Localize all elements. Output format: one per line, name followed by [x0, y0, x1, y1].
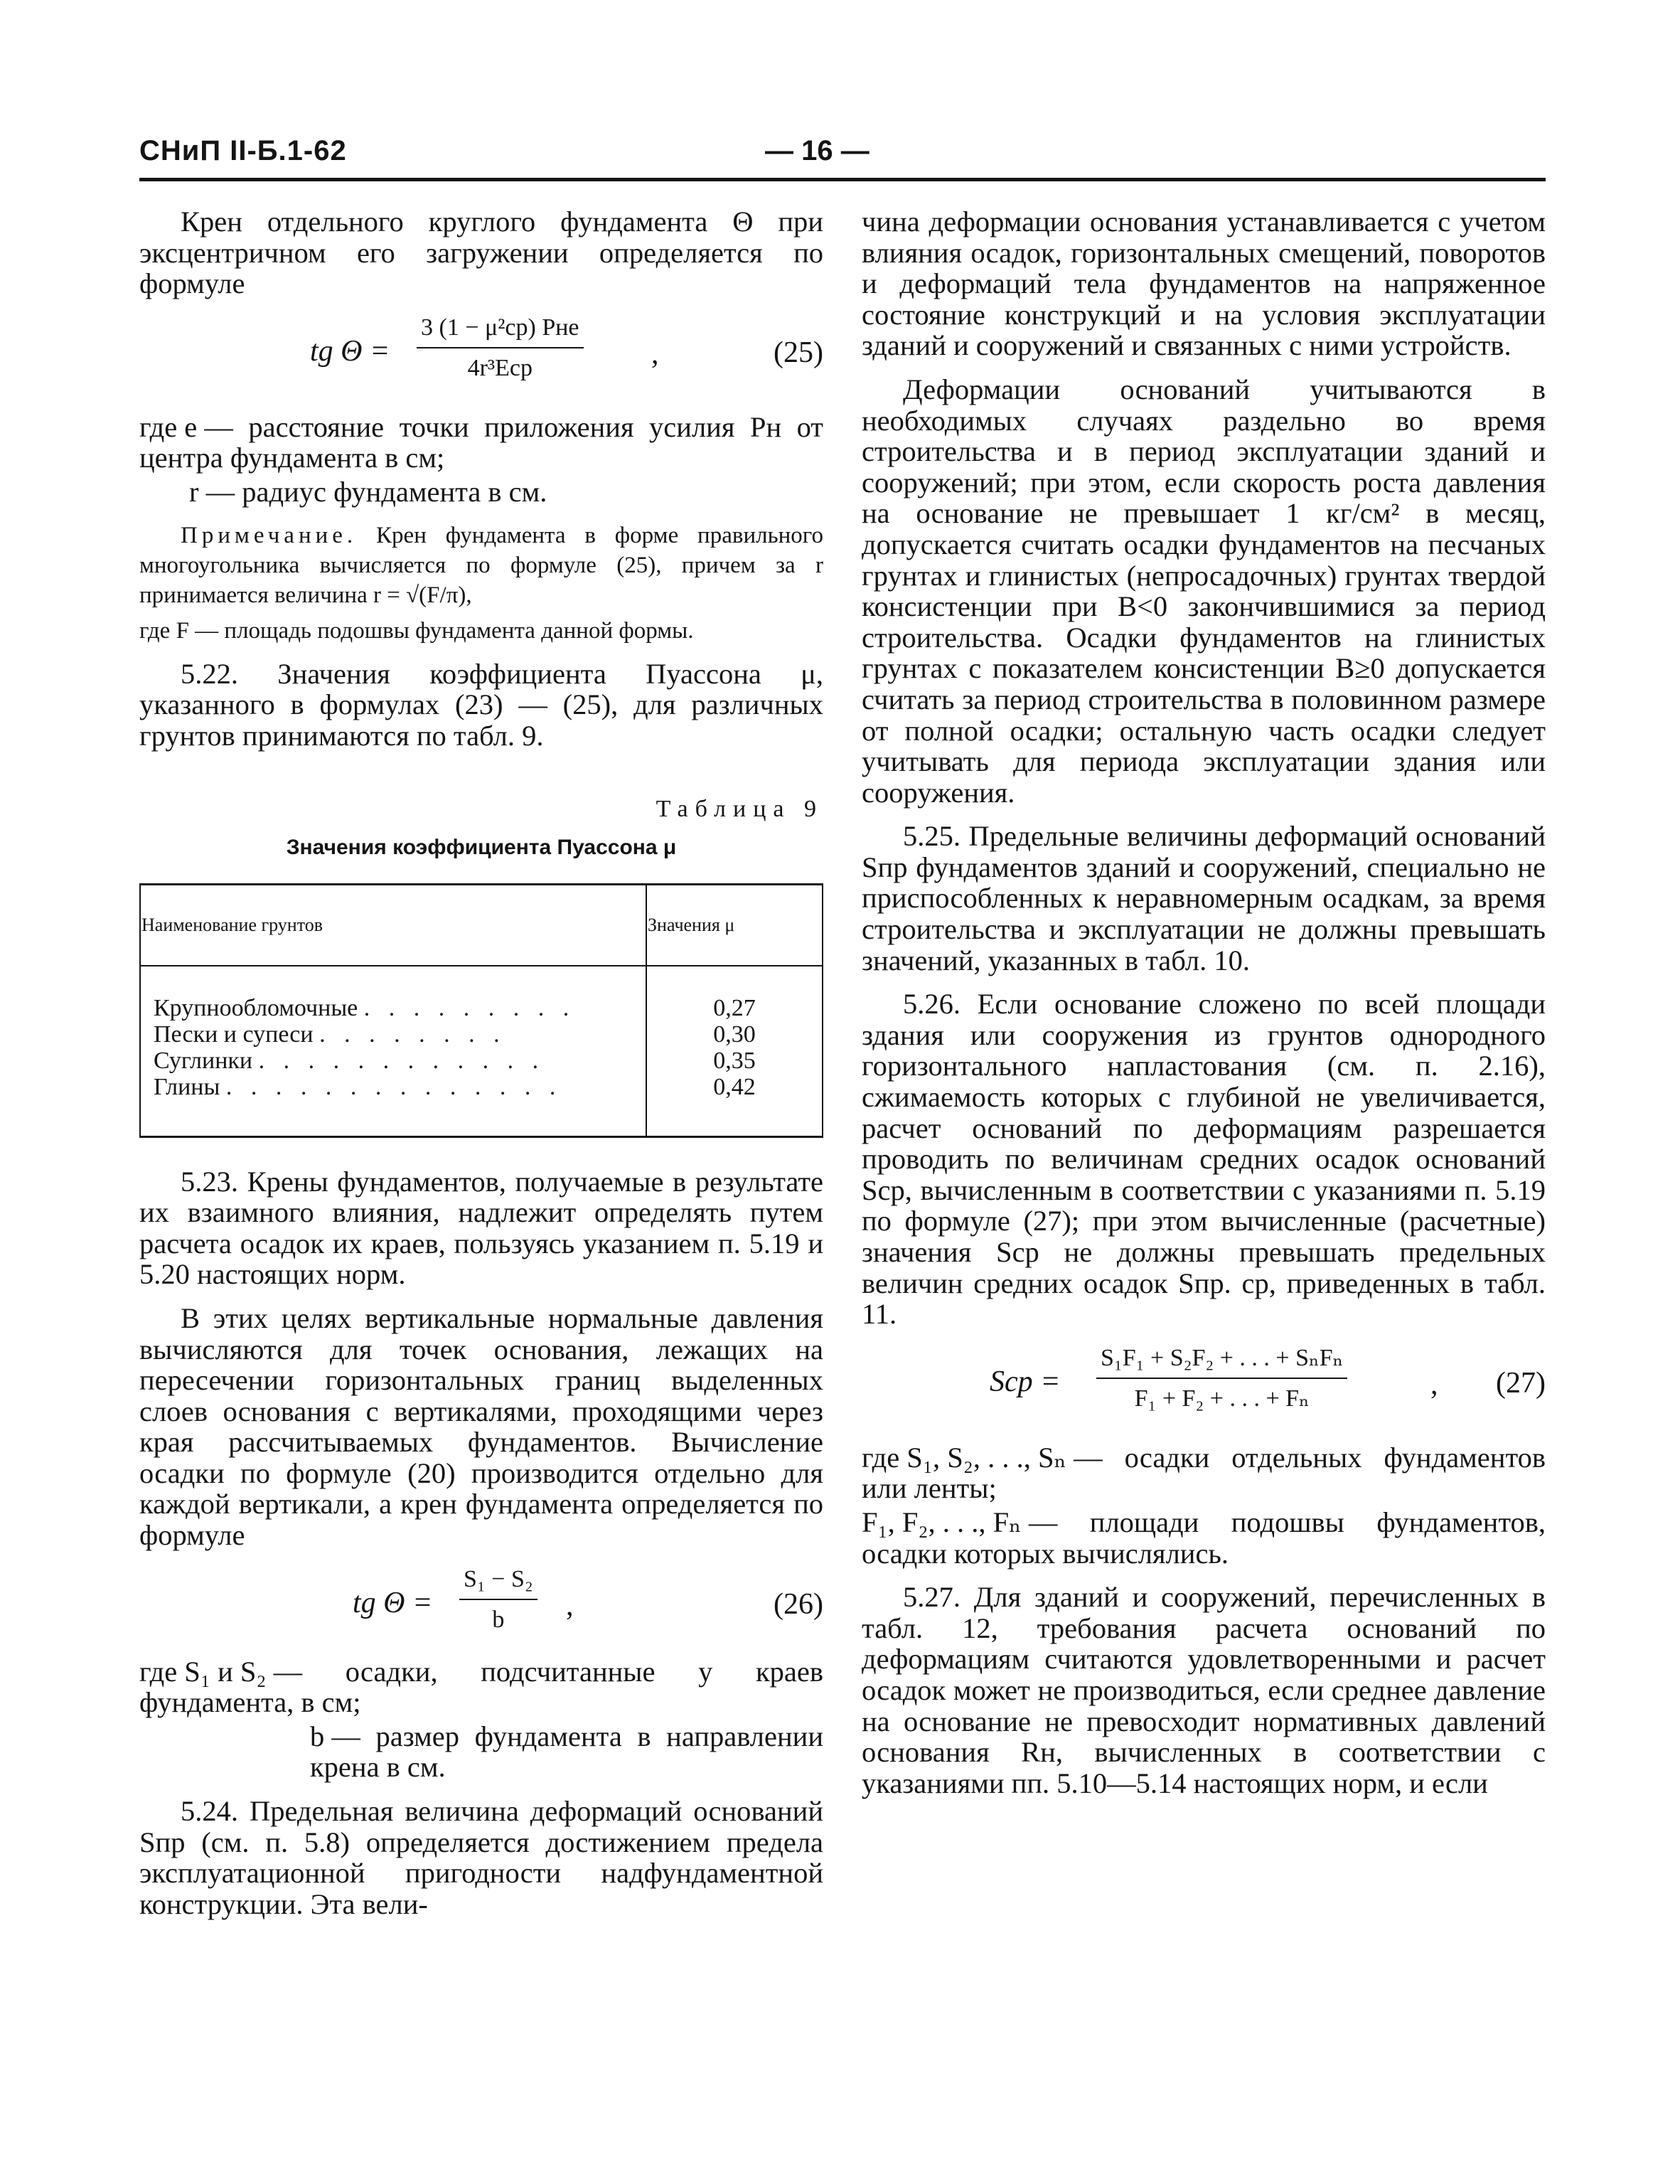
- leader-dots: . . . . . . . . . . . . . .: [225, 1073, 562, 1100]
- paragraph-5-24: 5.24. Предельная величина деформаций оснований Sпр (см. п. 5.8) определяется достижением предела эксплуатационной пригодности надфундаментной конструкции. Эта вели-: [139, 1795, 823, 1920]
- soil-name: Суглинки: [154, 1047, 253, 1074]
- formula-fraction: [417, 312, 584, 384]
- poisson-value: 0,35: [646, 1048, 823, 1074]
- paragraph-5-27: 5.27. Для зданий и сооружений, перечисленных в табл. 12, требования расчета оснований по деформациям считаются удовлетворенными и расчет осадок может не производиться, если среднее давление на основание не превосходит нормативных давлений основания Rн, вычисленных в соответствии с указаниями пп. 5.10—5.14 настоящих норм, и если: [862, 1581, 1546, 1799]
- table-caption: Таблица 9: [656, 796, 823, 823]
- formula-denominator: 4r³Eср: [467, 355, 533, 382]
- poisson-value: 0,42: [646, 1074, 823, 1137]
- definition-s1-s2: [139, 1656, 823, 1718]
- definition-text: расстояние точки приложения усилия Pн от центра фундамента в см;: [139, 410, 824, 474]
- definition-s-series: [862, 1442, 1546, 1504]
- note: [139, 521, 823, 610]
- definition-symbol: F₁, F₂, . . ., Fₙ —: [862, 1506, 1058, 1538]
- note-continued: где F — площадь подошвы фундамента данной формы.: [139, 617, 694, 644]
- paragraph-5-22: 5.22. Значения коэффициента Пуассона μ, указанного в формулах (23) — (25), для различных грунтов принимаются по табл. 9.: [139, 657, 823, 752]
- right-column: [862, 206, 1546, 1811]
- note-label: Примечание.: [181, 522, 358, 548]
- soil-name: Пески и супеси: [154, 1021, 314, 1048]
- paragraph-deformations: Деформации оснований учитываются в необходимых случаях раздельно во время строительства и в период эксплуатации зданий и сооружений; при этом, если скорость роста давления на основание не превышает 1 кг/см² в месяц, допускается считать осадки фундаментов на песчаных грунтах и глинистых (непросадочных) грунтах твердой консистенции при B<0 закончившимися за период строительства. Осадки фундаментов на глинистых грунтах с показателем консистенции B≥0 допускается считать за период строительства в половинном размере от полной осадки; остальную часть осадки следует учитывать для периода эксплуатации здания или сооружения.: [862, 373, 1546, 809]
- definition-symbol: где S₁ и S₂ —: [139, 1655, 303, 1688]
- table-header-value: Значения μ: [646, 884, 823, 966]
- poisson-table: [139, 883, 823, 1138]
- paragraph-5-23-continued: В этих целях вертикальные нормальные давления вычисляются для точек основания, лежащих на пересечении горизонтальных границ выделенных слоев основания с вертикалями, проходящими через края рассчитываемых фундаментов. Вычисление осадки по формуле (20) производится отдельно для каждой вертикали, а крен фундамента определяется по формуле: [139, 1301, 823, 1552]
- leader-dots: . . . . . . . . . . . .: [258, 1047, 545, 1074]
- formula-comma: ,: [566, 1589, 574, 1622]
- formula-fraction: [459, 1564, 537, 1636]
- definition-r: [139, 476, 823, 508]
- leader-dots: . . . . . . . .: [319, 1021, 506, 1048]
- note-text: Крен фундамента в форме правильного многоугольника вычисляется по формуле (25), причем за r принимается величина r = √(F/π),: [139, 522, 824, 608]
- table-row: [140, 1048, 823, 1074]
- formula-26: [139, 1564, 823, 1642]
- formula-numerator: 3 (1 − μ²ср) Pнe: [417, 312, 584, 349]
- table-title: Значения коэффициента Пуассона μ: [286, 835, 677, 859]
- definition-f-series: [862, 1507, 1546, 1569]
- page-number: — 16 —: [765, 135, 870, 166]
- formula-numerator: S₁F₁ + S₂F₂ + . . . + SₙFₙ: [1096, 1343, 1347, 1380]
- formula-lhs: tg Θ =: [310, 334, 390, 368]
- definition-text: осадки, подсчитанные у краев фундамента, в см;: [139, 1655, 824, 1719]
- definition-b: [139, 1721, 823, 1783]
- formula-number: (25): [774, 336, 823, 369]
- formula-lhs: Sср =: [990, 1365, 1061, 1398]
- paragraph-5-26: 5.26. Если основание сложено по всей площади здания или сооружения из грунтов однородного горизонтального напластования (см. п. 2.16), сжимаемость которых с глубиной не увеличивается, расчет оснований по деформациям разрешается проводить по величинам средних осадок оснований Sср, вычисленным в соответствии с указаниями п. 5.19 по формуле (27); при этом вычисленные (расчетные) значения Sср не должны превышать предельных величин средних осадок Sпр. ср, приведенных в табл. 11.: [862, 988, 1546, 1331]
- definition-text: осадки отдельных фундаментов или ленты;: [862, 1441, 1546, 1505]
- formula-fraction: [1096, 1343, 1347, 1415]
- paragraph-tilt-round: Крен отдельного круглого фундамента Θ при эксцентричном его загружении определяется по формуле: [139, 206, 823, 300]
- formula-lhs: tg Θ =: [353, 1586, 433, 1619]
- document-code: СНиП II-Б.1-62: [139, 135, 347, 166]
- definition-symbol: где S₁, S₂, . . ., Sₙ —: [862, 1441, 1103, 1474]
- formula-comma: ,: [1430, 1368, 1438, 1401]
- paragraph-5-23: 5.23. Крены фундаментов, получаемые в результате их взаимного влияния, надлежит определять путем расчета осадок их краев, пользуясь указанием п. 5.19 и 5.20 настоящих норм.: [139, 1165, 823, 1291]
- poisson-value: 0,27: [646, 966, 823, 1021]
- table-row: [140, 966, 823, 1021]
- definition-symbol: где e —: [139, 410, 233, 443]
- formula-25: [139, 312, 823, 398]
- formula-numerator: S₁ − S₂: [459, 1564, 537, 1601]
- formula-denominator: F₁ + F₂ + . . . + Fₙ: [1134, 1385, 1310, 1412]
- formula-27: [862, 1343, 1546, 1428]
- table-header-soil: Наименование грунтов: [140, 884, 646, 966]
- definition-text: площади подошвы фундаментов, осадки которых вычислялись.: [862, 1506, 1546, 1570]
- definition-text: радиус фундамента в см.: [242, 475, 547, 508]
- header-rule: [139, 178, 1546, 181]
- definition-symbol: r —: [189, 475, 235, 508]
- formula-number: (26): [774, 1587, 823, 1621]
- formula-comma: ,: [651, 337, 659, 371]
- definition-text: размер фундамента в направлении крена в см.: [310, 1720, 823, 1784]
- left-column: [139, 206, 823, 1932]
- poisson-value: 0,30: [646, 1021, 823, 1048]
- table-row: [140, 1021, 823, 1048]
- table-row: [140, 1074, 823, 1137]
- definition-symbol: b —: [310, 1720, 360, 1752]
- page-header: [139, 129, 1546, 172]
- paragraph-5-24-continued: чина деформации основания устанавливается с учетом влияния осадок, горизонтальных смещений, поворотов и деформаций тела фундаментов на напряженное состояние конструкций и на условия эксплуатации зданий и сооружений и связанных с ними устройств.: [862, 206, 1546, 362]
- formula-denominator: b: [492, 1607, 505, 1634]
- definition-e: [139, 412, 823, 474]
- paragraph-5-25: 5.25. Предельные величины деформаций оснований Sпр фундаментов зданий и сооружений, специально не приспособленных к неравномерным осадкам, за время строительства и эксплуатации не должны превышать значений, указанных в табл. 10.: [862, 820, 1546, 976]
- leader-dots: . . . . . . . . .: [363, 994, 576, 1021]
- soil-name: Глины: [154, 1073, 220, 1100]
- formula-number: (27): [1496, 1366, 1546, 1400]
- soil-name: Крупнообломочные: [154, 994, 358, 1021]
